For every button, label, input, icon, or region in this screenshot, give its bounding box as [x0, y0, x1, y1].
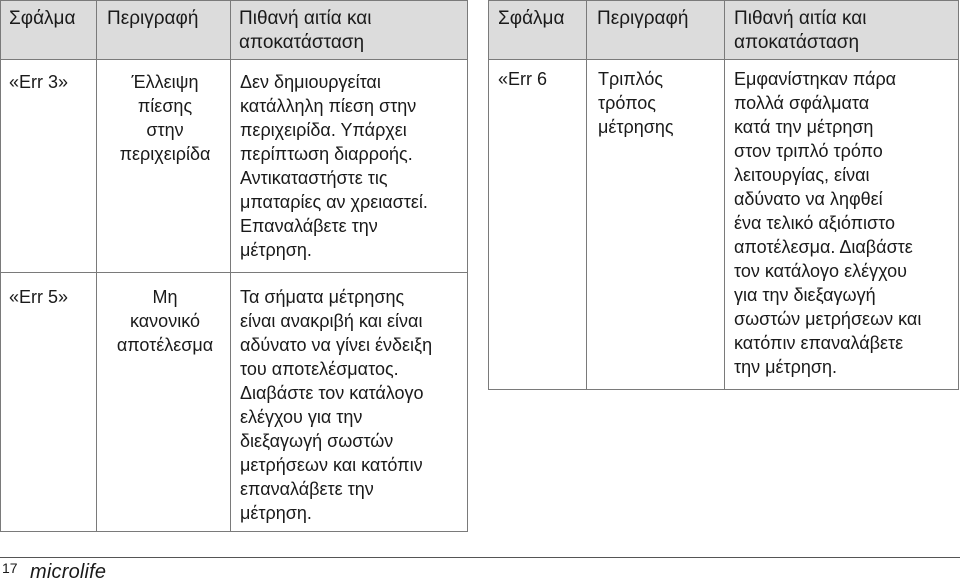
- footer-divider: [0, 557, 960, 558]
- error-code-err3: «Err 3»: [9, 72, 69, 92]
- header-cause: Πιθανή αιτία και αποκατάσταση: [239, 8, 372, 53]
- column-divider: [96, 1, 97, 531]
- error-code-err6: «Err 6: [498, 69, 548, 89]
- description-err6: Τριπλός τρόπος μέτρησης: [598, 69, 674, 137]
- header-description: Περιγραφή: [597, 8, 689, 29]
- header-description: Περιγραφή: [107, 8, 199, 29]
- description-err5: Μη κανονικό αποτέλεσμα: [116, 287, 214, 355]
- column-divider: [586, 1, 587, 389]
- error-code-err5: «Err 5»: [9, 287, 69, 307]
- header-cause: Πιθανή αιτία και αποκατάσταση: [734, 8, 867, 53]
- description-err3: Έλλειψη πίεσης στην περιχειρίδα: [119, 72, 211, 164]
- error-table-left: [0, 0, 468, 532]
- header-error: Σφάλμα: [498, 8, 565, 29]
- cause-err5: Τα σήματα μέτρησης είναι ανακριβή και είναι αδύνατο να γίνει ένδειξη του αποτελέσματος. Διαβάστε τον κατάλογο ελέγχου για την διεξαγωγή σωστών μετρήσεων και κατόπιν επαναλάβετε την μέτρηση.: [240, 287, 433, 523]
- cause-err6: Εμφανίστηκαν πάρα πολλά σφάλματα κατά την μέτρηση στον τριπλό τρόπο λειτουργίας, είναι αδύνατο να ληφθεί ένα τελικό αξιόπιστο αποτέλεσμα. Διαβάστε τον κατάλογο ελέγχου για την διεξαγωγή σωστών μετρήσεων και κατόπιν επαναλάβετε την μέτρηση.: [734, 69, 922, 377]
- cause-err3: Δεν δημιουργείται κατάλληλη πίεση στην περιχειρίδα. Υπάρχει περίπτωση διαρροής. Αντικαταστήστε τις μπαταρίες αν χρειαστεί. Επαναλάβετε την μέτρηση.: [240, 72, 428, 260]
- header-error: Σφάλμα: [9, 8, 76, 29]
- header-divider: [1, 59, 467, 60]
- brand-logo: microlife: [30, 561, 107, 583]
- page-number: 17: [2, 560, 18, 576]
- row-divider: [1, 272, 467, 273]
- column-divider: [724, 1, 725, 389]
- error-table-right: [488, 0, 959, 390]
- column-divider: [230, 1, 231, 531]
